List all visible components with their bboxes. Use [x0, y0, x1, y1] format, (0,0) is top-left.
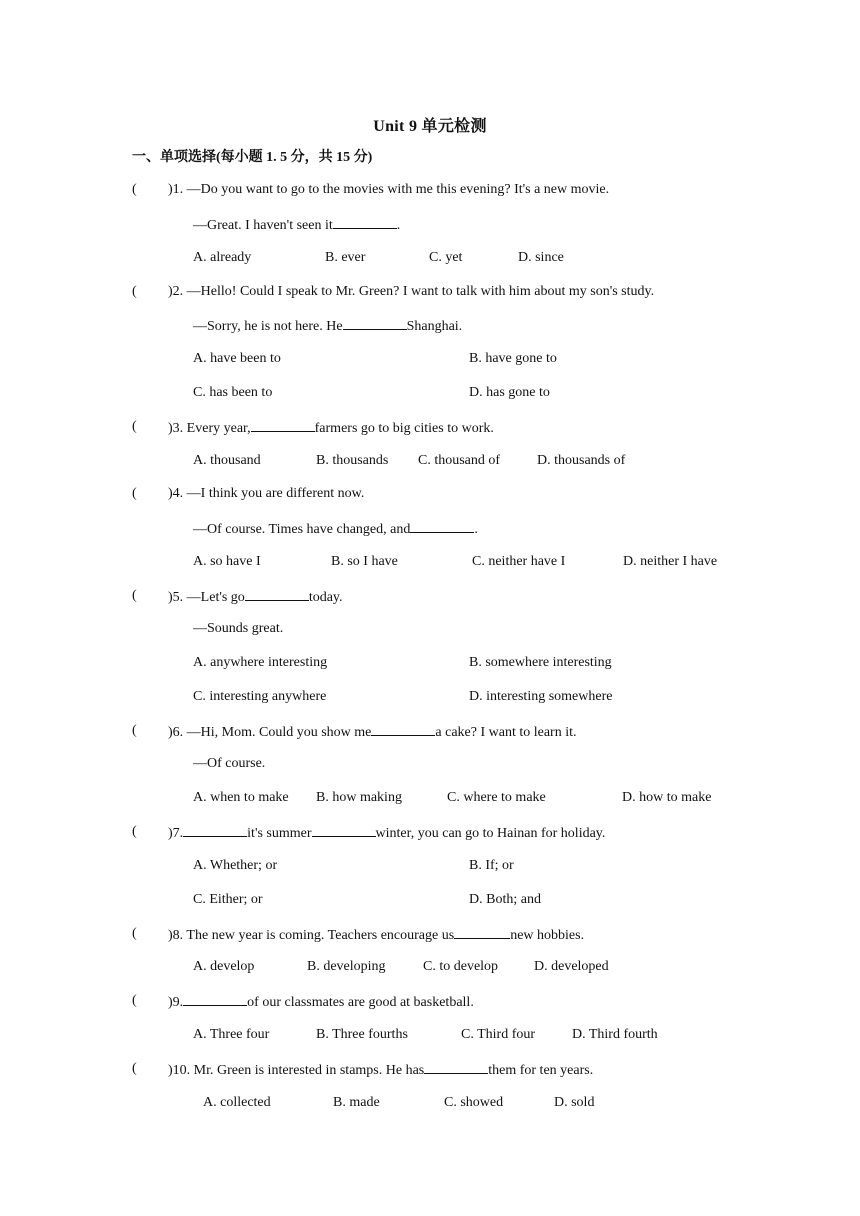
answer-blank [183, 822, 247, 837]
page-title: Unit 9 单元检测 [373, 118, 487, 135]
answer-blank [245, 586, 309, 601]
reply-text: . [396, 218, 401, 233]
question-text: of our classmates are good at basketball. [247, 995, 474, 1010]
option-a: A. Whether; or [193, 858, 278, 873]
option-d: D. since [518, 250, 564, 265]
question-text: The new year is coming. Teachers encourage us [186, 928, 455, 943]
question-2-reply [193, 315, 462, 337]
question-text: —Let's go [186, 590, 245, 605]
question-number: )1. [168, 182, 184, 197]
option-d: D. Third fourth [572, 1027, 658, 1042]
option-b: B. have gone to [469, 351, 557, 366]
answer-blank [333, 214, 397, 229]
option-a: A. develop [193, 959, 255, 974]
answer-paren: ( [132, 419, 137, 434]
option-a: A. have been to [193, 351, 281, 366]
question-text: —I think you are different now. [186, 486, 365, 501]
option-c: C. neither have I [472, 554, 566, 569]
question-text: them for ten years. [488, 1063, 594, 1078]
answer-blank [371, 721, 435, 736]
option-d: D. how to make [622, 790, 712, 805]
option-c: C. thousand of [418, 453, 501, 468]
reply-text: —Sorry, he is not here. He [193, 319, 343, 334]
answer-blank [251, 417, 315, 432]
question-text: it's summer [247, 826, 312, 841]
reply-text: —Of course. Times have changed, and [193, 522, 411, 537]
answer-paren: ( [132, 486, 137, 501]
answer-paren: ( [132, 723, 137, 738]
answer-blank [410, 518, 474, 533]
option-c: C. yet [429, 250, 463, 265]
answer-blank [183, 991, 247, 1006]
question-4-reply [193, 518, 478, 540]
option-b: B. made [333, 1095, 380, 1110]
option-b: B. thousands [316, 453, 389, 468]
option-a: A. already [193, 250, 252, 265]
option-d: D. developed [534, 959, 609, 974]
option-c: C. has been to [193, 385, 273, 400]
option-c: C. Third four [461, 1027, 536, 1042]
option-a: A. so have I [193, 554, 261, 569]
option-b: B. Three fourths [316, 1027, 408, 1042]
option-d: D. thousands of [537, 453, 626, 468]
question-text: farmers go to big cities to work. [314, 421, 494, 436]
option-c: C. Either; or [193, 892, 263, 907]
answer-blank [343, 315, 407, 330]
option-b: B. how making [316, 790, 402, 805]
option-c: C. showed [444, 1095, 504, 1110]
option-c: C. to develop [423, 959, 499, 974]
answer-paren: ( [132, 993, 137, 1008]
question-text: —Do you want to go to the movies with me this evening? It's a new movie. [186, 182, 610, 197]
section-heading: 一、单项选择(每小题 1. 5 分，共 15 分) [132, 150, 373, 165]
option-d: D. has gone to [469, 385, 550, 400]
question-text: today. [308, 590, 343, 605]
question-text: Mr. Green is interested in stamps. He has [193, 1063, 425, 1078]
option-d: D. sold [554, 1095, 595, 1110]
answer-paren: ( [132, 588, 137, 603]
option-c: C. where to make [447, 790, 546, 805]
option-d: D. Both; and [469, 892, 541, 907]
reply-text: . [474, 522, 478, 537]
question-text: a cake? I want to learn it. [435, 725, 577, 740]
option-a: A. collected [203, 1095, 271, 1110]
question-number: )9. [168, 995, 184, 1010]
option-b: B. developing [307, 959, 386, 974]
reply-text: Shanghai. [406, 319, 463, 334]
answer-paren: ( [132, 182, 137, 197]
question-number: )7. [168, 826, 184, 841]
answer-paren: ( [132, 1061, 137, 1076]
option-b: B. ever [325, 250, 366, 265]
question-number: )3. [168, 421, 184, 436]
option-a: A. Three four [193, 1027, 270, 1042]
reply-text: —Great. I haven't seen it [193, 218, 333, 233]
question-number: )10. [168, 1063, 191, 1078]
question-number: )5. [168, 590, 184, 605]
answer-paren: ( [132, 926, 137, 941]
question-number: )6. [168, 725, 184, 740]
answer-blank [312, 822, 376, 837]
option-a: A. thousand [193, 453, 261, 468]
question-text: —Hello! Could I speak to Mr. Green? I want to talk with him about my son's study. [186, 284, 655, 299]
question-1-reply [193, 214, 400, 236]
option-c: C. interesting anywhere [193, 689, 327, 704]
question-text: Every year, [186, 421, 251, 436]
answer-paren: ( [132, 824, 137, 839]
option-d: D. interesting somewhere [469, 689, 613, 704]
question-number: )4. [168, 486, 184, 501]
option-d: D. neither I have [623, 554, 718, 569]
question-number: )8. [168, 928, 184, 943]
option-b: B. If; or [469, 858, 514, 873]
question-text: new hobbies. [510, 928, 585, 943]
question-number: )2. [168, 284, 184, 299]
question-text: winter, you can go to Hainan for holiday. [375, 826, 606, 841]
question-5-reply: —Sounds great. [193, 621, 284, 636]
answer-blank [454, 924, 510, 939]
answer-paren: ( [132, 284, 137, 299]
question-6-reply: —Of course. [193, 756, 266, 771]
option-b: B. so I have [331, 554, 398, 569]
question-text: —Hi, Mom. Could you show me [186, 725, 372, 740]
answer-blank [424, 1059, 488, 1074]
option-b: B. somewhere interesting [469, 655, 612, 670]
option-a: A. anywhere interesting [193, 655, 328, 670]
option-a: A. when to make [193, 790, 289, 805]
